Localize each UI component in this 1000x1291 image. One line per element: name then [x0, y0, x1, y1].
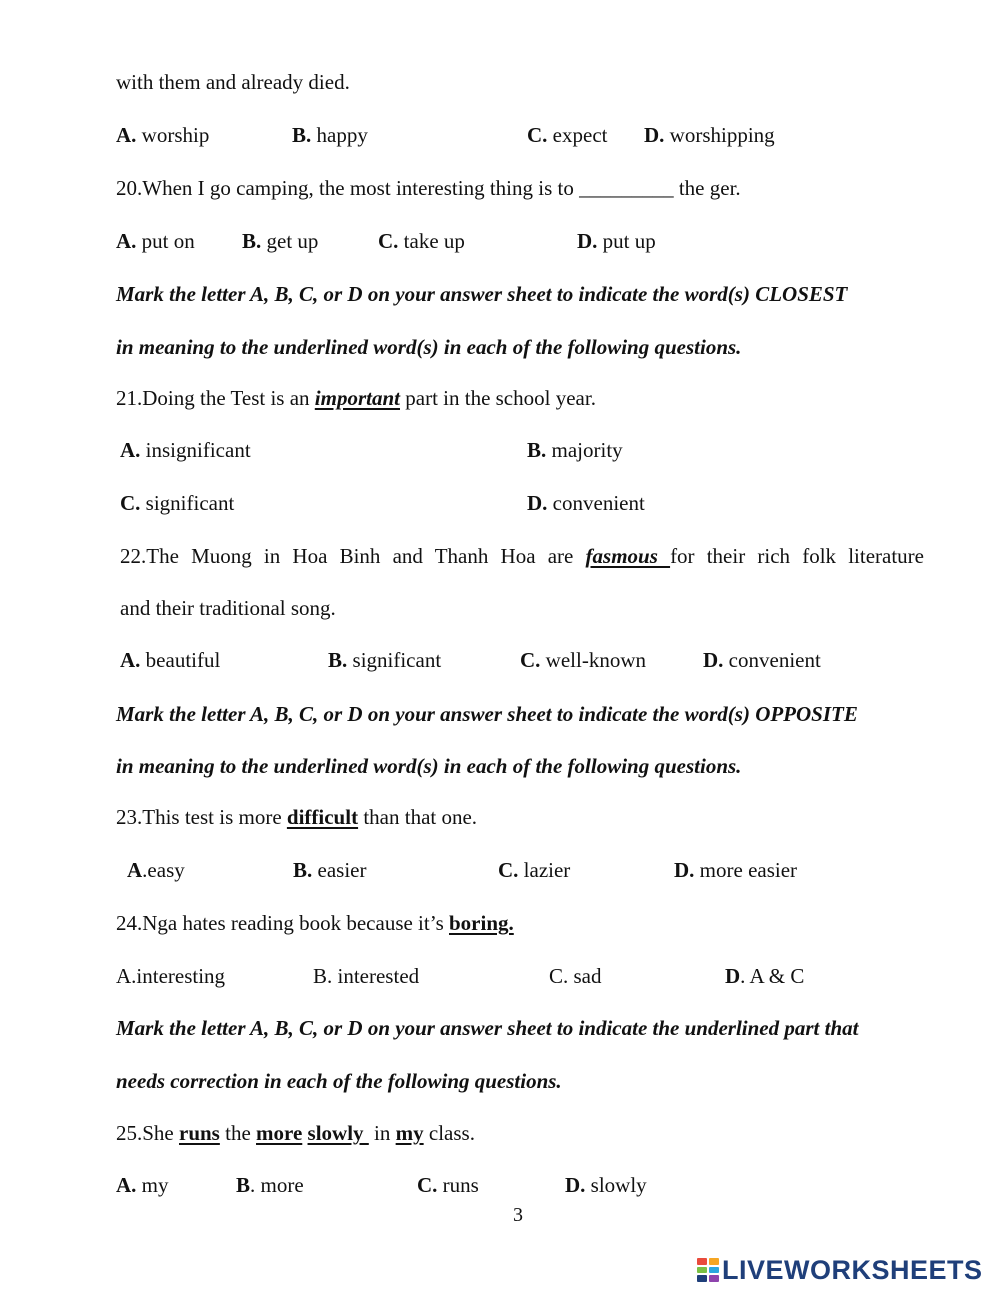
option-text: put up [597, 229, 656, 253]
option-letter: A. [116, 229, 137, 253]
option-text: worshipping [664, 123, 775, 147]
logo-block [697, 1267, 707, 1274]
liveworksheets-logo [697, 1255, 983, 1285]
option-text: significant [140, 491, 235, 515]
q20-option-c[interactable] [378, 228, 465, 254]
underlined-word: difficult [286, 805, 359, 829]
option-letter: C. [120, 491, 141, 515]
option-text: convenient [723, 648, 821, 672]
q22-option-b[interactable] [328, 647, 441, 673]
question-text: class. [423, 1121, 475, 1145]
q25-option-d[interactable] [565, 1172, 647, 1198]
option-letter: D. [674, 858, 695, 882]
question-text-before: 23.This test is more [116, 805, 287, 829]
q24-option-a[interactable] [116, 963, 225, 989]
option-text: expect [547, 123, 608, 147]
question-20-text: 20.When I go camping, the most interesting thing is to _________ the ger. [116, 176, 741, 200]
option-letter: D [725, 964, 741, 988]
option-letter: C. [378, 229, 399, 253]
option-letter: B. [293, 858, 313, 882]
question-19-continuation: with them and already died. [116, 70, 350, 94]
question-text-before: 22.The Muong in Hoa Binh and Thanh Hoa are [120, 544, 586, 568]
question-23-text [116, 804, 477, 830]
option-letter: D. [577, 229, 598, 253]
option-text: . A & C [740, 964, 805, 988]
q23-option-b[interactable] [293, 857, 366, 883]
q20-option-d[interactable] [577, 228, 656, 254]
option-text: insignificant [140, 438, 251, 462]
option-letter: C. [498, 858, 519, 882]
underlined-part-b: more [256, 1121, 303, 1145]
q19-option-d[interactable] [644, 122, 775, 148]
question-text-before: 21.Doing the Test is an [116, 386, 315, 410]
option-letter: A [127, 858, 143, 882]
option-text: .easy [142, 858, 185, 882]
option-letter: D. [644, 123, 665, 147]
question-text: 25.She [116, 1121, 179, 1145]
q20-option-b[interactable] [242, 228, 318, 254]
question-22-text-line2: and their traditional song. [120, 596, 336, 620]
underlined-part-c: runs [179, 1121, 220, 1145]
option-text: put on [136, 229, 195, 253]
option-text: majority [546, 438, 623, 462]
q24-option-b[interactable] [313, 963, 419, 989]
option-text: more easier [694, 858, 798, 882]
q23-option-a[interactable] [127, 857, 185, 883]
question-text-after: than that one. [358, 805, 478, 829]
q19-option-a[interactable] [116, 122, 209, 148]
logo-block [697, 1258, 707, 1265]
option-letter: A. [120, 438, 141, 462]
question-text-after: part in the school year. [400, 386, 596, 410]
option-letter: A. [120, 648, 141, 672]
option-letter: D. [703, 648, 724, 672]
option-letter: B. [242, 229, 262, 253]
option-letter: B. [527, 438, 547, 462]
q23-option-d[interactable] [674, 857, 797, 883]
instruction-closest-line2: in meaning to the underlined word(s) in each of the following questions. [116, 335, 742, 359]
option-text: get up [261, 229, 319, 253]
option-text: slowly [585, 1173, 647, 1197]
logo-block [709, 1258, 719, 1265]
question-25-text [116, 1120, 475, 1146]
option-letter: B. [328, 648, 348, 672]
q19-option-b[interactable] [292, 122, 368, 148]
q22-option-c[interactable] [520, 647, 646, 673]
q24-option-d[interactable] [725, 963, 804, 989]
page-number: 3 [513, 1204, 523, 1226]
logo-block [709, 1275, 719, 1282]
liveworksheets-icon [697, 1258, 719, 1282]
option-letter: A. [116, 1173, 137, 1197]
logo-block [709, 1267, 719, 1274]
question-22-text-line1 [120, 543, 924, 569]
q23-option-c[interactable] [498, 857, 570, 883]
option-letter: D. [565, 1173, 586, 1197]
option-text: easier [312, 858, 367, 882]
q21-option-d[interactable] [527, 490, 645, 516]
option-text: significant [347, 648, 442, 672]
option-letter: C. [527, 123, 548, 147]
option-text: convenient [547, 491, 645, 515]
instruction-opposite-line1: Mark the letter A, B, C, or D on your answer sheet to indicate the word(s) OPPOSITE [116, 702, 858, 726]
q21-option-c[interactable] [120, 490, 234, 516]
instruction-closest-line1: Mark the letter A, B, C, or D on your answer sheet to indicate the word(s) CLOSEST [116, 282, 848, 306]
option-letter: C. [520, 648, 541, 672]
option-text: take up [398, 229, 465, 253]
underlined-part-d: slowly [307, 1121, 369, 1145]
q25-option-a[interactable] [116, 1172, 169, 1198]
logo-text: LIVEWORKSHEETS [722, 1254, 983, 1285]
option-letter: C. [417, 1173, 438, 1197]
q22-option-d[interactable] [703, 647, 821, 673]
option-letter: D. [527, 491, 548, 515]
option-letter: A. [116, 123, 137, 147]
question-text: in [368, 1121, 396, 1145]
option-letter: B [236, 1173, 251, 1197]
q21-option-b[interactable] [527, 437, 623, 463]
option-text: lazier [518, 858, 571, 882]
q24-option-c[interactable] [549, 963, 602, 989]
option-text: happy [311, 123, 368, 147]
underlined-part-a: my [395, 1121, 424, 1145]
option-text: beautiful [140, 648, 221, 672]
option-text: A.interesting [116, 964, 226, 988]
question-24-text [116, 910, 514, 936]
q25-option-b[interactable] [236, 1172, 304, 1198]
option-text: worship [136, 123, 210, 147]
underlined-word: boring. [449, 911, 514, 935]
option-text: runs [437, 1173, 479, 1197]
q20-option-a[interactable] [116, 228, 195, 254]
q22-option-a[interactable] [120, 647, 220, 673]
question-21-text [116, 385, 596, 411]
instruction-opposite-line2: in meaning to the underlined word(s) in each of the following questions. [116, 754, 742, 778]
q19-option-c[interactable] [527, 122, 607, 148]
option-text: well-known [540, 648, 646, 672]
q21-option-a[interactable] [120, 437, 251, 463]
instruction-correction-line1: Mark the letter A, B, C, or D on your answer sheet to indicate the underlined part that [116, 1016, 859, 1040]
underlined-word: fasmous [585, 544, 671, 568]
logo-block [697, 1275, 707, 1282]
option-text: . more [250, 1173, 304, 1197]
question-text: the [219, 1121, 257, 1145]
option-text: B. interested [313, 964, 420, 988]
option-letter: B. [292, 123, 312, 147]
option-text: my [136, 1173, 169, 1197]
instruction-correction-line2: needs correction in each of the following questions. [116, 1069, 562, 1093]
q25-option-c[interactable] [417, 1172, 479, 1198]
question-text-before: 24.Nga hates reading book because it’s [116, 911, 449, 935]
option-text: C. sad [549, 964, 602, 988]
question-text-after: for their rich folk literature [670, 544, 924, 568]
underlined-word: important [314, 386, 400, 410]
